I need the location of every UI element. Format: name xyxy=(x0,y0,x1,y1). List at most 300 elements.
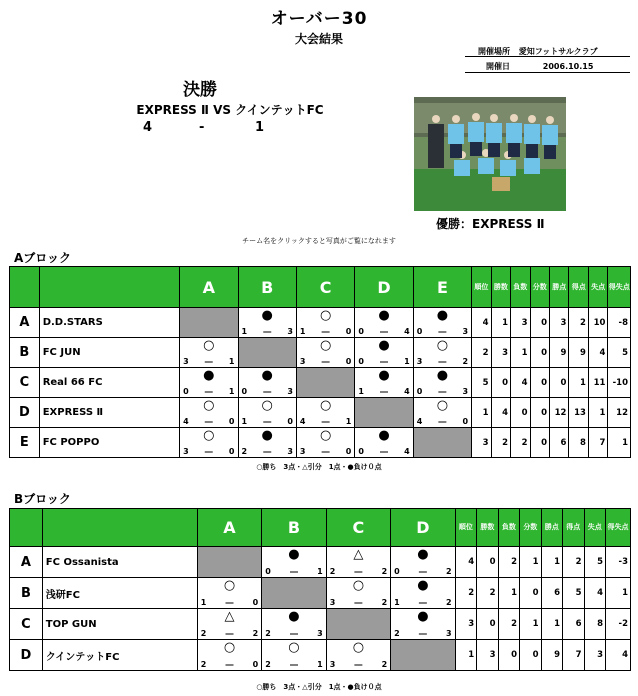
match-result-cell xyxy=(391,609,455,640)
match-result-cell xyxy=(355,308,413,338)
match-result-cell xyxy=(238,398,296,428)
stat-value: 0 xyxy=(520,578,541,609)
row-label: C xyxy=(10,609,43,640)
stat-value: 8 xyxy=(584,609,605,640)
score-dash: ― xyxy=(263,447,272,456)
score-for: 2 xyxy=(200,660,207,669)
photo-note: チーム名をクリックすると写真がご覧になれます xyxy=(242,237,396,245)
score-dash: ― xyxy=(289,567,298,576)
score-dash: ― xyxy=(289,629,298,638)
date-value: 2006.10.15 xyxy=(542,62,594,71)
match-score xyxy=(242,387,293,396)
score-dash: ― xyxy=(225,598,234,607)
match-score xyxy=(330,598,387,607)
header-stat: 得失点 xyxy=(608,267,631,308)
match-result-cell xyxy=(262,640,326,671)
match-score xyxy=(300,447,351,456)
stat-value: 7 xyxy=(563,640,584,671)
team-name-link[interactable]: EXPRESS Ⅱ xyxy=(39,398,179,428)
score-dash: ― xyxy=(418,629,427,638)
row-label: D xyxy=(10,640,43,671)
score-for: 2 xyxy=(241,447,248,456)
result-mark: ○ xyxy=(436,338,449,353)
team-name-link[interactable]: TOP GUN xyxy=(42,609,197,640)
stat-value: 3 xyxy=(584,640,605,671)
match-result-cell xyxy=(326,547,390,578)
score-against: 2 xyxy=(446,567,452,576)
score-dash: ― xyxy=(380,327,389,336)
score-dash: ― xyxy=(380,447,389,456)
row-label: B xyxy=(10,578,43,609)
score-against: 2 xyxy=(381,567,388,576)
score-against: 3 xyxy=(462,327,469,336)
block-b-legend: ○勝ち 3点・△引分 1点・●負け０点 xyxy=(256,683,382,691)
match-score xyxy=(265,629,322,638)
table-row xyxy=(10,308,631,338)
stat-value: 2 xyxy=(477,578,498,609)
score-against: 0 xyxy=(252,598,259,607)
match-score xyxy=(265,660,322,669)
final-title: 決勝 xyxy=(183,80,217,100)
self-match-cell xyxy=(296,368,354,398)
match-score xyxy=(300,357,351,366)
header-col-a: A xyxy=(197,509,261,547)
self-match-cell xyxy=(180,308,238,338)
match-result-cell xyxy=(355,338,413,368)
stat-value: 0 xyxy=(511,398,530,428)
stat-value: 2 xyxy=(498,547,519,578)
score-for: 0 xyxy=(241,387,248,396)
score-dash: ― xyxy=(438,327,447,336)
stat-value: -3 xyxy=(606,547,631,578)
match-result-cell xyxy=(413,308,471,338)
stat-value: 10 xyxy=(588,308,607,338)
score-dash: ― xyxy=(438,387,447,396)
header-corner xyxy=(10,267,40,308)
self-match-cell xyxy=(355,398,413,428)
final-match: EXPRESS Ⅱ VS クインテットFC xyxy=(136,103,324,117)
header-col-c: C xyxy=(296,267,354,308)
stat-value: 5 xyxy=(608,338,631,368)
stat-value: 0 xyxy=(530,338,549,368)
date-row xyxy=(486,61,593,72)
stat-value: 1 xyxy=(569,368,588,398)
score-against: 3 xyxy=(287,387,293,396)
table-row xyxy=(10,609,631,640)
score-dash: ― xyxy=(321,447,330,456)
score-against: 0 xyxy=(287,417,293,426)
score-for: 0 xyxy=(358,447,364,456)
match-score xyxy=(330,567,387,576)
stat-value: 8 xyxy=(569,428,588,458)
match-score xyxy=(358,327,409,336)
final-score-away: 1 xyxy=(255,120,265,135)
header-col-d: D xyxy=(355,267,413,308)
venue-row xyxy=(478,46,598,57)
score-dash: ― xyxy=(263,327,272,336)
result-mark: ○ xyxy=(203,338,215,353)
stat-value: 0 xyxy=(530,398,549,428)
score-against: 3 xyxy=(317,629,323,638)
stat-value: 1 xyxy=(520,609,541,640)
match-result-cell xyxy=(296,338,354,368)
score-for: 0 xyxy=(358,327,364,336)
match-result-cell xyxy=(355,368,413,398)
match-result-cell xyxy=(355,428,413,458)
result-mark: ○ xyxy=(319,308,332,323)
match-score xyxy=(242,417,293,426)
result-mark: ● xyxy=(288,609,300,624)
score-dash: ― xyxy=(321,357,330,366)
score-against: 1 xyxy=(228,387,235,396)
score-for: 2 xyxy=(200,629,207,638)
score-dash: ― xyxy=(380,357,389,366)
stat-value: 2 xyxy=(498,609,519,640)
result-mark: ● xyxy=(378,338,390,353)
match-score xyxy=(201,598,258,607)
match-result-cell xyxy=(238,428,296,458)
team-name-link[interactable]: FC POPPO xyxy=(39,428,179,458)
score-against: 0 xyxy=(345,357,352,366)
match-result-cell xyxy=(197,640,261,671)
stat-value: 1 xyxy=(511,338,530,368)
result-mark: ○ xyxy=(436,398,449,413)
score-for: 3 xyxy=(416,357,423,366)
stat-value: 3 xyxy=(511,308,530,338)
score-for: 4 xyxy=(183,417,189,426)
stat-value: 5 xyxy=(563,578,584,609)
header-stat: 分数 xyxy=(530,267,549,308)
block-b-title: Bブロック xyxy=(14,492,71,506)
result-mark: ○ xyxy=(352,578,365,593)
score-for: 2 xyxy=(265,660,271,669)
stat-value: -2 xyxy=(606,609,631,640)
match-result-cell xyxy=(197,609,261,640)
result-mark: ● xyxy=(261,308,273,323)
result-mark: ● xyxy=(261,368,273,383)
match-score xyxy=(201,660,258,669)
result-mark: ○ xyxy=(319,338,332,353)
stat-value: 0 xyxy=(477,609,498,640)
row-label: A xyxy=(10,308,40,338)
stat-value: 12 xyxy=(550,398,569,428)
stat-value: 9 xyxy=(569,338,588,368)
stat-value: -10 xyxy=(608,368,631,398)
score-for: 0 xyxy=(265,567,271,576)
header-stat: 失点 xyxy=(588,267,607,308)
team-name-link[interactable]: D.D.STARS xyxy=(39,308,179,338)
match-score xyxy=(417,357,468,366)
stat-value: 3 xyxy=(472,428,491,458)
stat-value: 1 xyxy=(498,578,519,609)
stat-value: 7 xyxy=(588,428,607,458)
match-result-cell xyxy=(413,398,471,428)
result-mark: ● xyxy=(378,368,390,383)
score-dash: ― xyxy=(418,598,427,607)
stat-value: 3 xyxy=(477,640,498,671)
team-name-link[interactable]: Real 66 FC xyxy=(39,368,179,398)
match-result-cell xyxy=(238,368,296,398)
score-against: 3 xyxy=(287,327,293,336)
score-for: 0 xyxy=(358,357,364,366)
match-result-cell xyxy=(197,578,261,609)
self-match-cell xyxy=(391,640,455,671)
table-row xyxy=(10,368,631,398)
result-mark: ● xyxy=(203,368,215,383)
match-score xyxy=(358,387,409,396)
score-for: 1 xyxy=(241,327,248,336)
header-stat: 負数 xyxy=(511,267,530,308)
match-score xyxy=(183,387,234,396)
match-score xyxy=(300,327,351,336)
team-name-link[interactable]: 浅研FC xyxy=(42,578,197,609)
score-for: 3 xyxy=(329,660,336,669)
result-mark: ● xyxy=(378,308,390,323)
match-result-cell xyxy=(326,640,390,671)
table-row xyxy=(10,547,631,578)
stat-value: 0 xyxy=(491,368,510,398)
stat-value: 0 xyxy=(530,368,549,398)
stat-value: 2 xyxy=(511,428,530,458)
score-against: 1 xyxy=(317,567,323,576)
stat-value: 1 xyxy=(541,547,562,578)
stat-value: 0 xyxy=(477,547,498,578)
match-result-cell xyxy=(296,398,354,428)
match-result-cell xyxy=(391,547,455,578)
row-label: B xyxy=(10,338,40,368)
match-score xyxy=(242,327,293,336)
result-mark: ● xyxy=(436,368,449,383)
meta-divider-bottom xyxy=(465,72,630,73)
stat-value: 4 xyxy=(511,368,530,398)
score-dash: ― xyxy=(263,417,272,426)
block-a-title: Aブロック xyxy=(14,251,72,265)
score-against: 2 xyxy=(381,598,388,607)
score-against: 4 xyxy=(404,447,410,456)
score-against: 1 xyxy=(404,357,410,366)
result-mark: ○ xyxy=(203,428,215,443)
stat-value: 2 xyxy=(455,578,476,609)
table-row xyxy=(10,640,631,671)
result-mark: ○ xyxy=(203,398,215,413)
team-name-link[interactable]: クインテットFC xyxy=(42,640,197,671)
header-team xyxy=(42,509,197,547)
score-against: 3 xyxy=(462,387,469,396)
header-stat: 負数 xyxy=(498,509,519,547)
result-mark: ○ xyxy=(352,640,365,655)
match-score xyxy=(201,629,258,638)
score-against: 0 xyxy=(345,327,352,336)
match-score xyxy=(358,357,409,366)
score-dash: ― xyxy=(380,387,389,396)
table-row xyxy=(10,428,631,458)
score-for: 1 xyxy=(394,598,400,607)
stat-value: 0 xyxy=(498,640,519,671)
row-label: A xyxy=(10,547,43,578)
score-against: 2 xyxy=(252,629,259,638)
header-col-c: C xyxy=(326,509,390,547)
result-mark: ○ xyxy=(223,578,236,593)
team-name-link[interactable]: FC JUN xyxy=(39,338,179,368)
score-for: 0 xyxy=(394,567,400,576)
match-score xyxy=(183,447,234,456)
stat-value: 4 xyxy=(491,398,510,428)
result-mark: ● xyxy=(378,428,390,443)
score-for: 1 xyxy=(241,417,248,426)
score-against: 0 xyxy=(228,417,235,426)
result-mark: ● xyxy=(436,308,449,323)
header-stat: 得点 xyxy=(563,509,584,547)
match-score xyxy=(417,387,468,396)
header-stat: 順位 xyxy=(472,267,491,308)
stat-value: 0 xyxy=(530,428,549,458)
match-result-cell xyxy=(180,338,238,368)
block-b-table xyxy=(9,508,631,671)
self-match-cell xyxy=(238,338,296,368)
block-a-legend: ○勝ち 3点・△引分 1点・●負け０点 xyxy=(256,463,382,471)
self-match-cell xyxy=(197,547,261,578)
result-mark: ● xyxy=(261,428,273,443)
match-result-cell xyxy=(180,368,238,398)
stat-value: 9 xyxy=(541,640,562,671)
stat-value: -8 xyxy=(608,308,631,338)
score-dash: ― xyxy=(321,327,330,336)
score-dash: ― xyxy=(354,567,363,576)
table-row xyxy=(10,398,631,428)
table-row xyxy=(10,338,631,368)
match-score xyxy=(183,357,234,366)
match-result-cell xyxy=(413,338,471,368)
row-label: D xyxy=(10,398,40,428)
score-against: 2 xyxy=(446,598,452,607)
row-label: C xyxy=(10,368,40,398)
header-stat: 勝点 xyxy=(541,509,562,547)
match-result-cell xyxy=(413,368,471,398)
stat-value: 1 xyxy=(491,308,510,338)
self-match-cell xyxy=(262,578,326,609)
score-dash: ― xyxy=(354,598,363,607)
match-result-cell xyxy=(262,547,326,578)
stat-value: 1 xyxy=(606,578,631,609)
stat-value: 1 xyxy=(541,609,562,640)
match-score xyxy=(394,598,451,607)
match-score xyxy=(300,417,351,426)
stat-value: 4 xyxy=(606,640,631,671)
stat-value: 9 xyxy=(550,338,569,368)
stat-value: 5 xyxy=(584,547,605,578)
stat-value: 4 xyxy=(588,338,607,368)
score-against: 0 xyxy=(252,660,259,669)
match-score xyxy=(265,567,322,576)
result-mark: ● xyxy=(417,547,429,562)
match-score xyxy=(330,660,387,669)
stat-value: 2 xyxy=(563,547,584,578)
score-dash: ― xyxy=(204,447,213,456)
final-winner: 優勝：EXPRESS Ⅱ xyxy=(436,217,545,231)
score-dash: ― xyxy=(354,660,363,669)
score-against: 4 xyxy=(404,327,410,336)
score-for: 4 xyxy=(299,417,306,426)
score-for: 4 xyxy=(416,417,423,426)
stat-value: 13 xyxy=(569,398,588,428)
team-name-link[interactable]: FC Ossanista xyxy=(42,547,197,578)
score-dash: ― xyxy=(438,357,447,366)
score-against: 0 xyxy=(462,417,469,426)
result-mark: △ xyxy=(353,547,364,562)
self-match-cell xyxy=(413,428,471,458)
score-for: 1 xyxy=(200,598,207,607)
date-label: 開催日 xyxy=(486,62,510,71)
result-mark: ● xyxy=(417,578,429,593)
score-for: 3 xyxy=(183,357,189,366)
stat-value: 1 xyxy=(588,398,607,428)
match-result-cell xyxy=(326,578,390,609)
score-for: 0 xyxy=(416,327,423,336)
winner-team-photo xyxy=(414,97,566,211)
page-title: オーバー30 xyxy=(270,9,368,29)
score-against: 1 xyxy=(345,417,352,426)
result-mark: ○ xyxy=(288,640,300,655)
stat-value: 1 xyxy=(520,547,541,578)
header-team xyxy=(39,267,179,308)
score-for: 2 xyxy=(265,629,271,638)
stat-value: 12 xyxy=(608,398,631,428)
match-result-cell xyxy=(296,308,354,338)
result-mark: △ xyxy=(224,609,235,624)
score-for: 3 xyxy=(329,598,336,607)
header-stat: 失点 xyxy=(584,509,605,547)
score-for: 0 xyxy=(183,387,189,396)
stat-value: 1 xyxy=(472,398,491,428)
score-for: 3 xyxy=(299,357,306,366)
stat-value: 11 xyxy=(588,368,607,398)
score-dash: ― xyxy=(225,629,234,638)
score-against: 2 xyxy=(462,357,469,366)
match-result-cell xyxy=(180,398,238,428)
header-stat: 勝点 xyxy=(550,267,569,308)
stat-value: 5 xyxy=(472,368,491,398)
result-mark: ● xyxy=(288,547,300,562)
header-col-b: B xyxy=(262,509,326,547)
stat-value: 0 xyxy=(520,640,541,671)
score-against: 2 xyxy=(381,660,388,669)
stat-value: 2 xyxy=(569,308,588,338)
header-stat: 得失点 xyxy=(606,509,631,547)
stat-value: 2 xyxy=(472,338,491,368)
score-dash: ― xyxy=(204,417,213,426)
stat-value: 0 xyxy=(530,308,549,338)
score-against: 3 xyxy=(287,447,293,456)
score-dash: ― xyxy=(225,660,234,669)
header-col-b: B xyxy=(238,267,296,308)
match-result-cell xyxy=(296,428,354,458)
score-dash: ― xyxy=(289,660,298,669)
page-subtitle: 大会結果 xyxy=(294,32,343,46)
score-dash: ― xyxy=(204,357,213,366)
score-dash: ― xyxy=(204,387,213,396)
score-dash: ― xyxy=(263,387,272,396)
stat-value: 4 xyxy=(584,578,605,609)
stat-value: 3 xyxy=(491,338,510,368)
self-match-cell xyxy=(326,609,390,640)
header-col-e: E xyxy=(413,267,471,308)
venue-label: 開催場所 xyxy=(478,47,510,56)
match-score xyxy=(242,447,293,456)
match-score xyxy=(394,629,451,638)
result-mark: ○ xyxy=(319,398,332,413)
match-result-cell xyxy=(391,578,455,609)
match-result-cell xyxy=(180,428,238,458)
